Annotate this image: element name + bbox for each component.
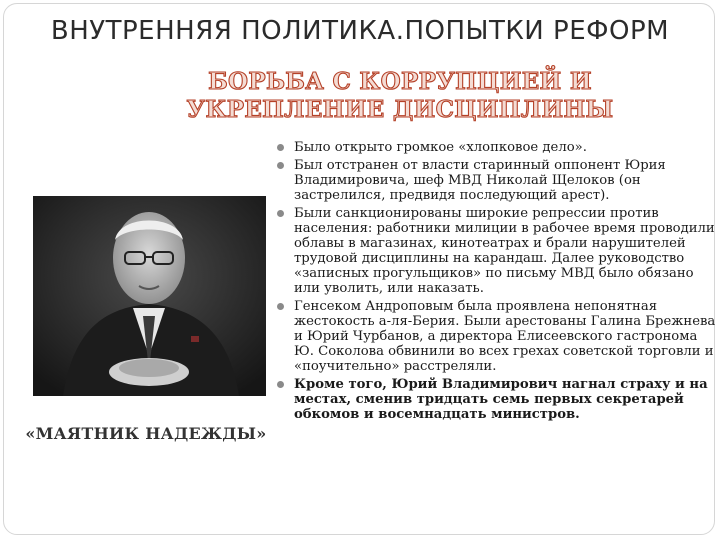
bullet-item [277, 299, 717, 374]
bullet-dot-icon [277, 303, 284, 310]
bullet-item [277, 140, 717, 155]
bullet-text: Были санкционированы широкие репрессии против населения: работники милиции в рабочее время проводили облавы в магазинах, кинотеатрах и брали нарушителей трудовой дисциплины на карандаш. Далее руководство «записных прогульщиков» по письму МВД было обязано или уволить, или наказать. [294, 205, 715, 297]
slide-title: ВНУТРЕННЯЯ ПОЛИТИКА.ПОПЫТКИ РЕФОРМ [50, 16, 670, 46]
portrait-photo [33, 196, 266, 396]
bullet-item [277, 206, 717, 297]
bullet-dot-icon [277, 144, 284, 151]
bullet-item [277, 377, 717, 422]
bullet-text: Был отстранен от власти старинный оппонент Юрия Владимировича, шеф МВД Николай Щелоков (он застрелился, предвидя последующий арест). [294, 157, 666, 203]
bullet-text: Было открыто громкое «хлопковое дело». [294, 140, 587, 155]
photo-caption: «МАЯТНИК НАДЕЖДЫ» [25, 424, 267, 443]
portrait-photo-icon [33, 196, 266, 396]
bullet-dot-icon [277, 210, 284, 217]
bullet-list [277, 140, 717, 425]
bullet-dot-icon [277, 381, 284, 388]
bullet-text: Кроме того, Юрий Владимирович нагнал страху и на местах, сменив тридцать семь первых секретарей обкомов и восемнадцать министров. [294, 376, 708, 422]
bullet-dot-icon [277, 162, 284, 169]
bullet-item [277, 158, 717, 203]
slide-subtitle: БОРЬБА С КОРРУПЦИЕЙ И УКРЕПЛЕНИЕ ДИСЦИПЛИНЫ [186, 68, 614, 123]
bullet-text: Генсеком Андроповым была проявлена непонятная жестокость а-ля-Берия. Были арестованы Галина Брежнева и Юрий Чурбанов, а директора Елисеевского гастронома Ю. Соколова обвинили во всех грехах советской торговли и «поучительно» расстреляли. [294, 298, 716, 375]
